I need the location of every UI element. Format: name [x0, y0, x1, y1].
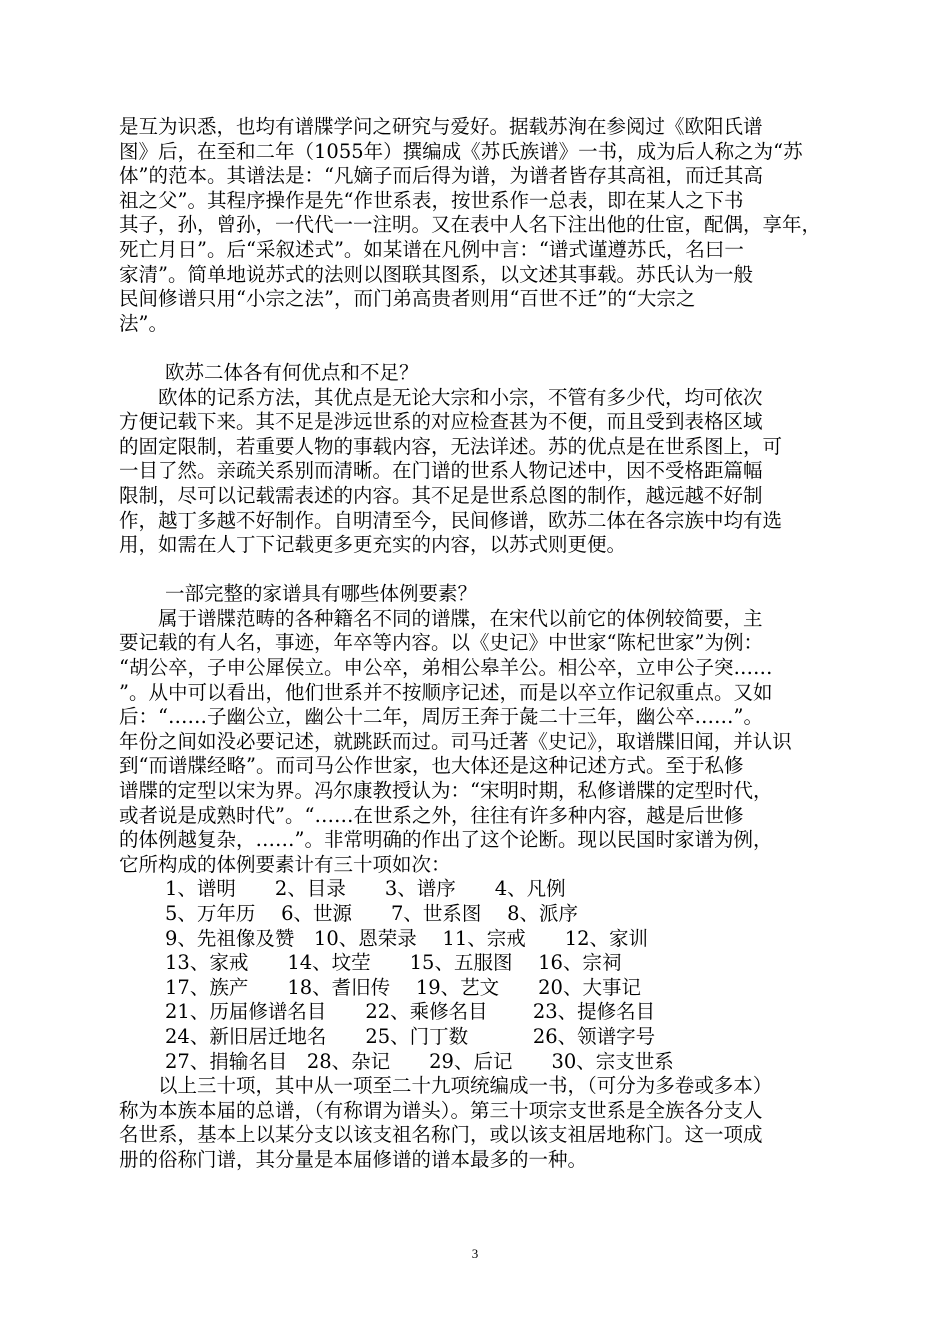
page-number: 3 [471, 1246, 479, 1261]
text-line: 的固定限制，若重要人物的事载内容，无法详述。苏的优点是在世系图上，可 [119, 434, 783, 458]
text-line: 册的俗称门谱，其分量是本届修谱的谱本最多的一种。 [119, 1147, 588, 1171]
text-line: 限制，尽可以记载需表述的内容。其不足是世系总图的制作，越远越不好制 [119, 483, 763, 507]
section-heading: 一部完整的家谱具有哪些体例要素？ [165, 582, 478, 606]
text-line: 法”。 [119, 311, 168, 335]
list-item: 24、新旧居迁地名 25、门丁数 26、领谱字号 [165, 1024, 656, 1048]
text-line: 用，如需在人丁下记载更多更充实的内容，以苏式则更便。 [119, 533, 627, 557]
paragraph-gap [119, 558, 854, 583]
text-line: 体”的范本。其谱法是：“凡嫡子而后得为谱，为谱者皆存其高祖，而迁其高 [119, 164, 763, 188]
text-line: 民间修谱只用“小宗之法”，而门弟高贵者则用“百世不迁”的“大宗之 [119, 287, 696, 311]
text-line: 是互为识悉，也均有谱牒学问之研究与爱好。据载苏洵在参阅过《欧阳氏谱 [119, 115, 763, 138]
text-line: 一目了然。亲疏关系别而清晰。在门谱的世系人物记述中，因不受格距篇幅 [119, 459, 763, 483]
text-line: 祖之父”。其程序操作是先“作世系表，按世系作一总表，即在某人之下书 [119, 188, 744, 212]
text-line: 的体例越复杂，……”。非常明确的作出了这个论断。现以民国时家谱为例， [119, 828, 773, 852]
paragraph-closing [119, 1074, 854, 1172]
text-line: 它所构成的体例要素计有三十项如次： [119, 852, 451, 876]
text-line: 后：“……子幽公立，幽公十二年，周厉王奔于彘二十三年，幽公卒……”。 [119, 705, 763, 729]
text-line: 作，越丁多越不好制作。自明清至今，民间修谱，欧苏二体在各宗族中均有选 [119, 508, 783, 532]
list-item: 9、先祖像及赞 10、恩荣录 11、宗戒 12、家训 [165, 926, 649, 950]
section-heading: 欧苏二体各有何优点和不足？ [165, 360, 419, 384]
text-line: 要记载的有人名，事迹，年卒等内容。以《史记》中世家“陈杞世家”为例： [119, 631, 763, 655]
text-line: 欧体的记系方法，其优点是无论大宗和小宗，不管有多少代，均可依次 [158, 385, 763, 409]
text-line: 方便记载下来。其不足是涉远世系的对应检查甚为不便，而且受到表格区域 [119, 410, 763, 434]
paragraph-ou-su-comparison [119, 386, 854, 558]
text-line: 名世系，基本上以某分支以该支祖名称门，或以该支祖居地称门。这一项成 [119, 1123, 763, 1147]
text-line: 家清”。简单地说苏式的法则以图联其图系，以文述其事载。苏氏认为一般 [119, 262, 753, 286]
list-item: 21、历届修谱名目 22、乘修名目 23、提修名目 [165, 1000, 656, 1024]
text-line: 图》后，在至和二年（1055年）撰编成《苏氏族谱》一书，成为后人称之为“苏 [119, 139, 803, 163]
text-line: “胡公卒，子申公犀侯立。申公卒，弟相公皋羊公。相公卒，立申公子突…… [119, 656, 773, 680]
text-line: 到“而谱牒经略”。而司马公作世家，也大体还是这种记述方式。至于私修 [119, 754, 744, 778]
list-item: 13、家戒 14、坟茔 15、五服图 16、宗祠 [165, 951, 622, 975]
text-line: 其子，孙，曾孙，一代代一一注明。又在表中人名下注出他的仕宦，配偶，享年， [119, 213, 822, 237]
text-line: ”。从中可以看出，他们世系并不按顺序记述，而是以卒立作记叙重点。又如 [119, 680, 773, 704]
list-item: 1、谱明 2、目录 3、谱序 4、凡例 [165, 877, 566, 901]
text-line: 年份之间如没必要记述，就跳跃而过。司马迁著《史记》，取谱牒旧闻，并认识 [119, 729, 792, 753]
text-line: 属于谱牒范畴的各种籍名不同的谱牒，在宋代以前它的体例较简要，主 [158, 606, 763, 630]
list-item: 5、万年历 6、世源 7、世系图 8、派序 [165, 902, 579, 925]
text-line: 死亡月日”。后“采叙述式”。如某谱在凡例中言：“谱式谨遵苏氏，名曰一 [119, 237, 744, 261]
text-line: 称为本族本届的总谱，（有称谓为谱头）。第三十项宗支世系是全族各分支人 [119, 1098, 763, 1122]
list-item: 27、捐输名目 28、杂记 29、后记 30、宗支世系 [165, 1049, 674, 1073]
paragraph-gap [119, 336, 854, 361]
text-line: 或者说是成熟时代”。“……在世系之外，往往有许多种内容，越是后世修 [119, 803, 744, 827]
text-line: 谱牒的定型以宋为界。冯尔康教授认为：“宋明时期，私修谱牒的定型时代， [119, 779, 773, 803]
list-item: 17、族产 18、耆旧传 19、艺文 20、大事记 [165, 975, 641, 999]
document-body [119, 115, 854, 1173]
paragraph-genealogy-elements [119, 607, 854, 878]
text-line: 以上三十项，其中从一项至二十九项统编成一书，（可分为多卷或多本） [158, 1074, 773, 1098]
paragraph-su-style [119, 115, 854, 336]
element-list [119, 877, 854, 1074]
